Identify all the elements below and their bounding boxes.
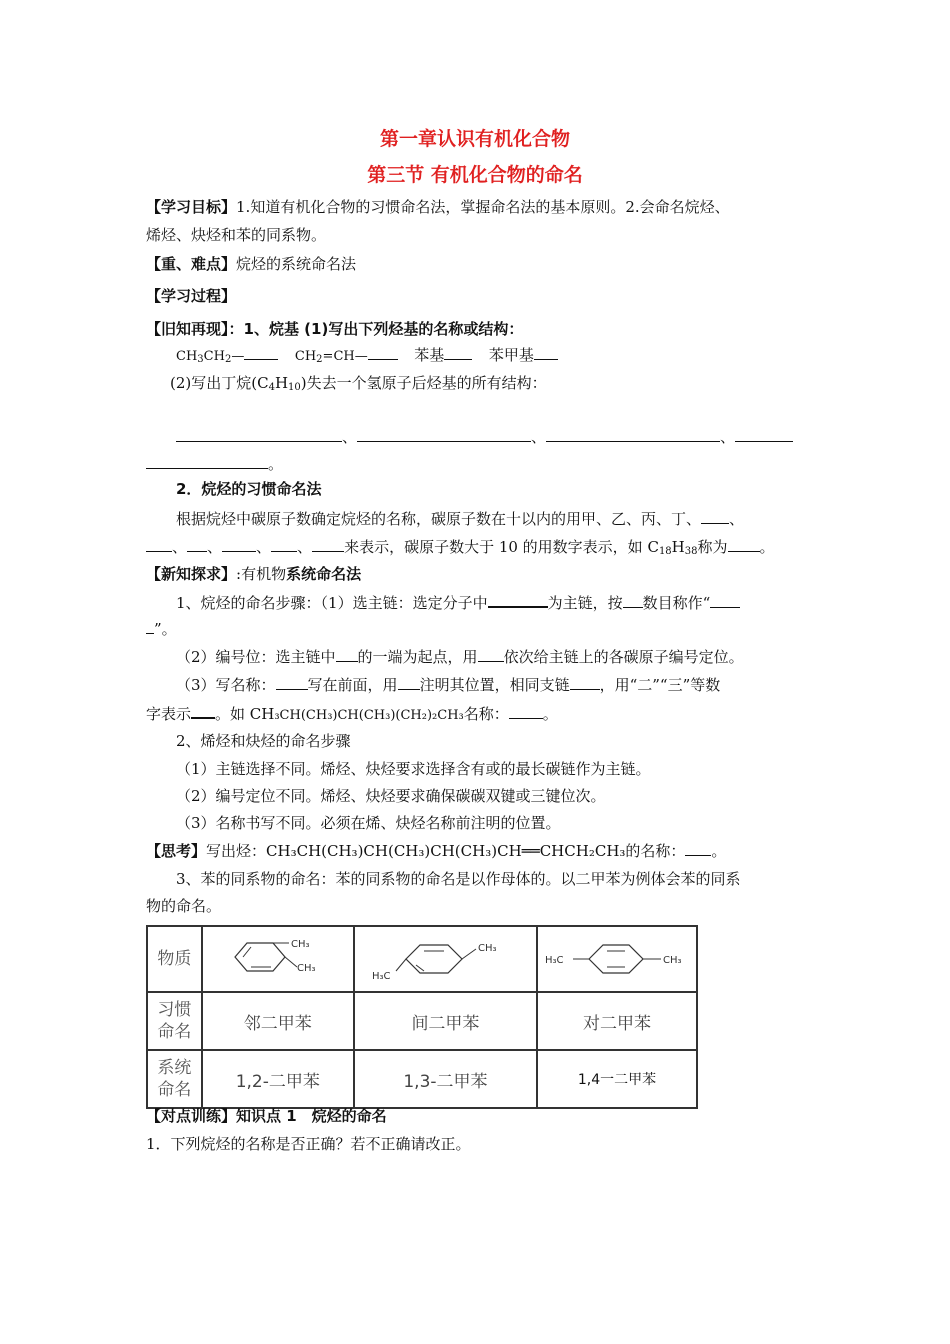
process-heading: 【学习过程】 [146,287,237,305]
habit-line-2: 、 、 、 、 来表示，碳原子数大于 10 的用数字表示，如 $C_{18}H_{38}$称为 。 [146,537,775,562]
habit-heading: 2．烷烃的习惯命名法 [176,480,322,498]
blank-phenyl[interactable] [444,345,472,360]
blank-combine[interactable] [570,675,600,690]
chapter-title: 第一章认识有机化合物 [379,128,570,150]
common-name-para: 对二甲苯 [537,992,697,1050]
alkane-step-3-cont: 字表示 。如 CH₃CH(CH₃)CH(CH₃)(CH₂)₂CH₃名称： 。 [146,705,558,723]
blank-name-b[interactable] [146,619,154,634]
row-header-substance: 物质 [147,926,202,992]
blank-name-a[interactable] [710,593,740,608]
system-name-meta: 1,3-二甲苯 [354,1050,537,1108]
review-text: ：1、烷基 (1)写出下列烃基的名称或结构： [228,320,524,338]
ortho-xylene-structure [213,929,343,985]
system-name-para: 1,4一二甲苯 [537,1050,697,1108]
section-title: 第三节 有机化合物的命名 [367,164,583,186]
benzene-line-1: 3、苯的同系物的命名：苯的同系物的命名是以作母体的。以二甲苯为例体会苯的同系 [176,870,741,888]
blank-digit[interactable] [398,675,420,690]
blank-vinyl[interactable] [368,345,398,360]
alkene-rule-3: （3）名称书写不同。必须在烯、炔烃名称前注明的位置。 [176,814,561,832]
key-text: 烷烃的系统命名法 [236,255,357,273]
blank-numbers[interactable] [478,647,504,662]
think-line: 【思考】写出烃：CH₃CH(CH₃)CH(CH₃)CH(CH₃)CH══CHCH₂CH₃的名称： 。 [146,842,727,860]
key-points [146,254,356,274]
blank-butyl-2[interactable] [357,427,531,442]
blank-xin[interactable] [222,537,256,552]
structure-meta [354,926,537,992]
alkane-step-1: 1、烷烃的命名步骤：（1）选主链：选定分子中 为主链，按 数目称作“ [176,592,740,613]
blank-butyl-4[interactable] [735,427,793,442]
para-ch3: CH₃ [663,955,682,966]
blank-butyl-4-cont[interactable] [146,454,268,469]
ortho-ch3-b: CH₃ [296,963,316,974]
alkane-step-2: （2）编号位：选主链中 的一端为起点，用 依次给主链上的各碳原子编号定位。 [176,648,744,666]
benzene-line-2: 物的命名。 [146,897,222,915]
para-xylene-structure [539,929,695,985]
butyl-question: (2)写出丁烷$(C_4H_{10})$失去一个氢原子后烃基的所有结构： [170,374,547,393]
alkene-rule-1: （1）主链选择不同。烯烃、炔烃要求选择含有或的最长碳链作为主链。 [176,760,651,778]
alkane-step-3: （3）写名称： 写在前面，用 注明其位置，相同支链 ，用“二”“三”等数 [176,676,721,694]
review-tag: 【旧知再现】 [146,320,229,338]
review-heading [146,319,523,339]
meta-xylene-structure [360,929,530,985]
goal-text-1: 1.知道有机化合物的习惯命名法，掌握命名法的基本原则。2.会命名烷烃、 [236,198,730,216]
blank-ethyl[interactable] [244,345,278,360]
structure-para [537,926,697,992]
learning-goal [146,197,730,217]
para-h3c: H₃C [545,955,564,966]
butyl-answer-cont: 。 [146,454,283,474]
blank-wu[interactable] [701,509,729,524]
blank-branch-name[interactable] [276,675,308,690]
alkyl-groups-line: $CH_3CH_2—$ $CH_2=CH—$ 苯基 苯甲基 [176,345,558,370]
xylene-table [146,925,698,1109]
alkene-rule-2: （2）编号定位不同。烯烃、炔烃要求确保碳碳双键或三键位次。 [176,787,606,805]
new-knowledge-heading: 【新知探求】:有机物系统命名法 [146,565,362,583]
blank-geng[interactable] [187,537,207,552]
goal-tag: 【学习目标】 [146,198,237,216]
habit-line-1: 根据烷烃中碳原子数确定烷烃的名称，碳原子数在十以内的用甲、乙、丙、丁、 、 [176,510,745,528]
butyl-answer-blanks: 、 、 、 [176,427,793,447]
alkane-step-1-cont: ”。 [146,619,177,639]
blank-gui[interactable] [312,537,344,552]
meta-ch3-a: CH₃ [478,943,497,954]
common-name-ortho: 邻二甲苯 [202,992,354,1050]
blank-butyl-3[interactable] [546,427,720,442]
blank-near-branch[interactable] [336,647,358,662]
common-name-meta: 间二甲苯 [354,992,537,1050]
alkene-heading: 2、烯烃和炔烃的命名步骤 [176,732,351,750]
key-tag: 【重、难点】 [146,255,237,273]
blank-c18[interactable] [728,537,760,552]
row-header-system: 系统 命名 [147,1050,202,1108]
blank-main-chain[interactable] [488,592,548,608]
practice-heading: 【对点训练】知识点 1 烷烃的命名 [146,1107,387,1125]
ortho-ch3-a: CH₃ [290,939,310,950]
structure-ortho [202,926,354,992]
blank-example-name[interactable] [509,704,543,719]
blank-ren[interactable] [271,537,297,552]
row-header-common: 习惯 命名 [147,992,202,1050]
blank-benzyl[interactable] [534,345,558,360]
blank-think[interactable] [685,841,711,856]
blank-count[interactable] [623,593,643,608]
blank-ji[interactable] [146,537,172,552]
learning-goal-cont: 烯烃、炔烃和苯的同系物。 [146,226,327,244]
meta-h3c: H₃C [372,971,391,982]
blank-count-word[interactable] [191,703,215,719]
system-name-ortho: 1,2-二甲苯 [202,1050,354,1108]
blank-butyl-1[interactable] [176,427,342,442]
practice-question-1: 1．下列烷烃的名称是否正确？若不正确请改正。 [146,1135,471,1153]
